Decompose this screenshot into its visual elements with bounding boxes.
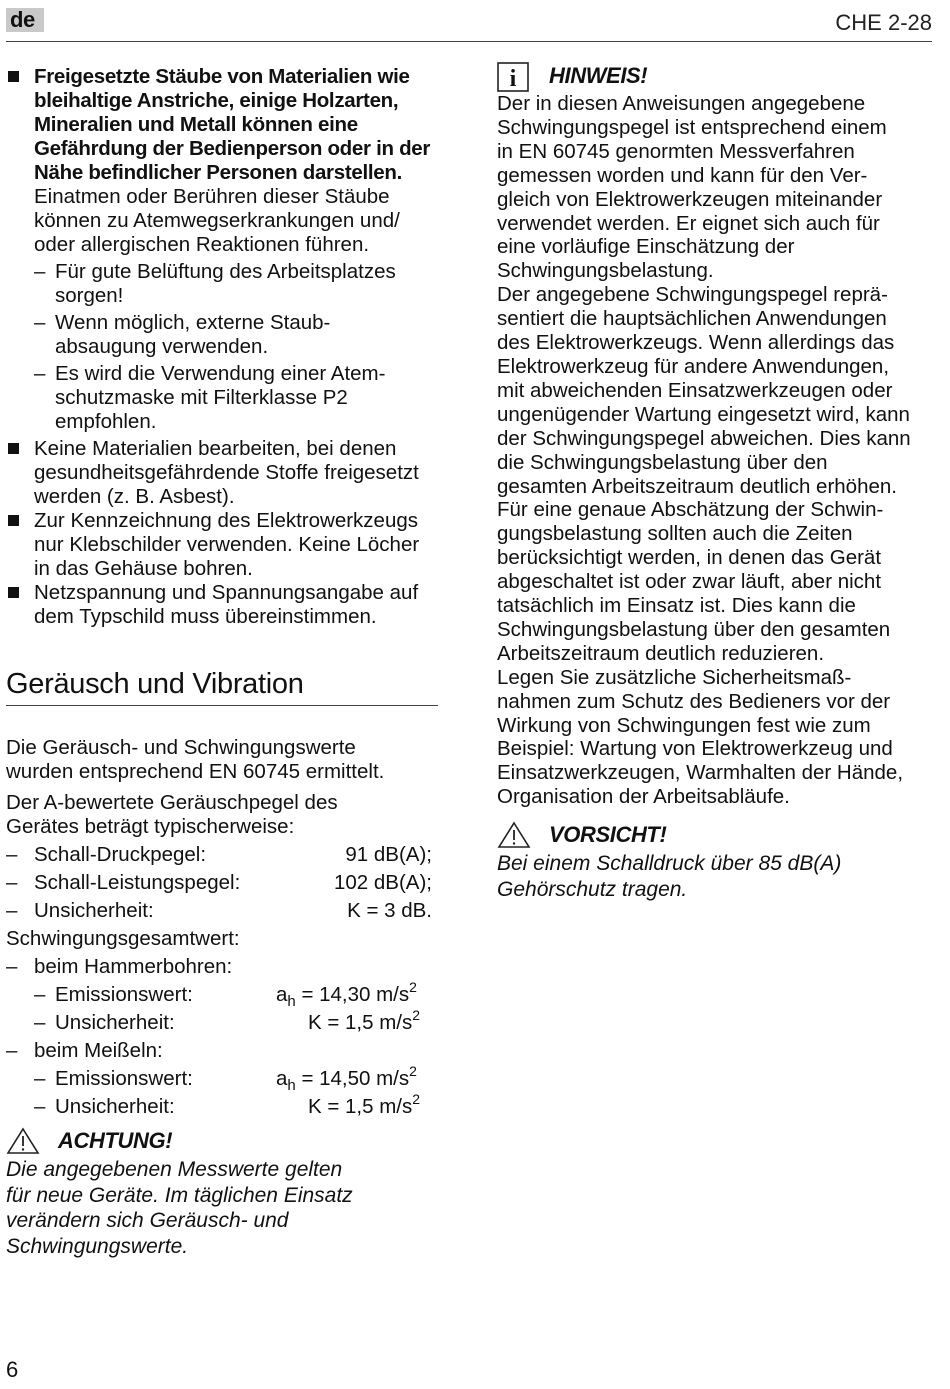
chisel-emission-row: [6, 1065, 438, 1093]
line: Einsatzwerkzeugen, Warmhalten der Hände,: [497, 761, 904, 785]
noise-row: [6, 841, 438, 869]
dash-mark: –: [6, 955, 18, 978]
row-label: Unsicherheit:: [34, 899, 154, 922]
chisel-row: [6, 1037, 438, 1065]
line: Schwingungspegel ist entsprechend einem: [497, 115, 887, 139]
row-value: 91 dB(A);: [345, 843, 432, 866]
row-label: Emissionswert:: [55, 983, 193, 1006]
page-number: 6: [6, 1357, 19, 1382]
superscript: 2: [412, 1007, 421, 1023]
line: Gehörschutz tragen.: [497, 877, 688, 901]
line: berücksichtigt werden, in denen das Gerät: [497, 546, 882, 570]
line: verändern sich Geräusch- und: [6, 1209, 289, 1232]
model-number: CHE 2-28: [835, 10, 932, 35]
bullet-dust-hazard: [6, 65, 438, 257]
line: Der A-bewertete Geräuschpegel des: [6, 791, 338, 814]
bullet-square-icon: [8, 443, 19, 454]
value: = 14,30 m/s: [295, 983, 410, 1006]
bullet-text: [34, 185, 438, 257]
bullet-square-icon: [8, 71, 19, 82]
line: Bei einem Schalldruck über 85 dB(A): [497, 852, 842, 876]
line: abgeschaltet ist oder zwar läuft, aber nicht: [497, 570, 882, 594]
line: absaugung verwenden.: [55, 335, 269, 358]
line: Wirkung von Schwingungen fest wie zum: [497, 713, 871, 737]
line: Schwingungsbelastung.: [497, 259, 714, 283]
bullet-labels: [6, 509, 438, 581]
line: können zu Atemwegserkrankungen und/: [34, 209, 400, 232]
warning-triangle-icon: [497, 821, 531, 849]
line: in EN 60745 genormten Messverfahren: [497, 139, 855, 163]
right-column: [497, 62, 933, 902]
noise-values: [6, 841, 438, 925]
info-icon: [497, 62, 529, 92]
line: Wenn möglich, externe Staub-: [55, 311, 331, 334]
line: die Schwingungsbelastung über den: [497, 450, 828, 474]
value: K = 1,5 m/s: [308, 1095, 413, 1118]
noise-row: [6, 897, 438, 925]
line: Für eine genaue Abschätzung der Schwin-: [497, 498, 884, 522]
line: mit abweichenden Einsatzwerkzeugen oder: [497, 378, 893, 402]
superscript: 2: [409, 979, 417, 995]
vibration-title: [6, 925, 438, 953]
dash-mark: –: [34, 1067, 46, 1090]
hinweis-header: [497, 62, 933, 92]
line: Gerätes beträgt typischerweise:: [6, 815, 295, 838]
line: Einatmen oder Berühren dieser Stäube: [34, 185, 390, 208]
row-label: beim Meißeln:: [34, 1039, 163, 1062]
line: Schwingungswerte.: [6, 1234, 189, 1258]
hammer-uncertainty-row: [6, 1009, 438, 1037]
dash-mark: –: [34, 1011, 46, 1034]
vorsicht-title: VORSICHT!: [549, 822, 667, 848]
line: gungsbelastung sollten auch die Zeiten: [497, 522, 853, 546]
line: sentiert die hauptsächlichen Anwendungen: [497, 307, 887, 331]
noise-intro: [6, 791, 438, 839]
symbol: a: [276, 1067, 288, 1090]
line: Mineralien und Metall können eine: [34, 113, 358, 136]
line: oder allergischen Reaktionen führen.: [34, 233, 370, 256]
hinweis-title: HINWEIS!: [549, 63, 648, 88]
line: Beispiel: Wartung von Elektrowerkzeug und: [497, 737, 893, 761]
row-label: Schall-Leistungspegel:: [34, 871, 241, 894]
line: gleich von Elektrowerkzeugen miteinander: [497, 187, 883, 211]
line: Elektrowerkzeug für andere Anwendungen,: [497, 354, 890, 378]
line: Für gute Belüftung des Arbeitsplatzes: [55, 260, 396, 283]
line: Nähe befindlicher Personen darstellen.: [34, 161, 402, 184]
line: nur Klebschilder verwenden. Keine Löcher: [34, 533, 420, 556]
line: gesamten Arbeitszeitraum deutlich erhöhen.: [497, 474, 897, 498]
row-value: 102 dB(A);: [334, 871, 432, 894]
line: sorgen!: [55, 284, 124, 307]
row-label: Unsicherheit:: [55, 1011, 175, 1034]
value: = 14,50 m/s: [295, 1067, 410, 1090]
superscript: 2: [412, 1091, 421, 1107]
subscript: h: [287, 993, 296, 1010]
bullet-square-icon: [8, 587, 19, 598]
line: wurden entsprechend EN 60745 ermittelt.: [6, 760, 385, 783]
chisel-uncertainty-row: [6, 1093, 438, 1121]
dash-mark: –: [34, 983, 46, 1006]
header-rule: [6, 41, 932, 42]
line: verwendet werden. Er eignet sich auch für: [497, 211, 880, 235]
hammer-row: [6, 953, 438, 981]
symbol: a: [276, 983, 288, 1006]
dash-mark: –: [34, 362, 46, 385]
achtung-text: [6, 1157, 438, 1259]
line: Arbeitszeitraum deutlich reduzieren.: [497, 641, 825, 665]
value: K = 1,5 m/s: [308, 1011, 413, 1034]
dash-mark: –: [6, 871, 18, 894]
line: Der in diesen Anweisungen angegebene: [497, 92, 866, 115]
line: Der angegebene Schwingungspegel reprä-: [497, 283, 888, 307]
row-label: Emissionswert:: [55, 1067, 193, 1090]
dash-mark: –: [6, 843, 18, 866]
line: gemessen worden und kann für den Ver-: [497, 163, 868, 187]
achtung-title: ACHTUNG!: [58, 1128, 173, 1153]
bullet-asbestos: [6, 437, 438, 509]
dash-mark: –: [34, 1095, 46, 1118]
line: Zur Kennzeichnung des Elektrowerkzeugs: [34, 509, 419, 532]
hammer-emission-row: [6, 981, 438, 1009]
line: eine vorläufige Einschätzung der: [497, 235, 795, 259]
line: gesundheitsgefährdende Stoffe freigesetzt: [34, 461, 419, 484]
line: bleihaltige Anstriche, einige Holzarten,: [34, 89, 399, 112]
line: der Schwingungspegel abweichen. Dies kann: [497, 426, 911, 450]
subscript: h: [287, 1077, 296, 1094]
line: Legen Sie zusätzliche Sicherheitsmaß-: [497, 665, 852, 689]
bullet-voltage: [6, 581, 438, 629]
row-label: beim Hammerbohren:: [34, 955, 233, 978]
section-heading: Geräusch und Vibration: [6, 667, 438, 706]
line: des Elektrowerkzeugs. Wenn allerdings das: [497, 331, 895, 355]
intro-paragraph: [6, 736, 438, 784]
row-value: [308, 1093, 420, 1121]
vorsicht-text: [497, 851, 933, 902]
row-value: [276, 1065, 417, 1093]
line: Schwingungsbelastung über den gesamten: [497, 617, 891, 641]
line: Es wird die Verwendung einer Atem-: [55, 362, 386, 385]
dash-item-mask: [6, 362, 438, 434]
line: für neue Geräte. Im täglichen Einsatz: [6, 1183, 353, 1207]
row-label: Schwingungsgesamtwert:: [6, 927, 240, 950]
line: dem Typschild muss übereinstimmen.: [34, 605, 377, 628]
row-label: Unsicherheit:: [55, 1095, 175, 1118]
language-badge: de: [6, 8, 44, 32]
line: Die angegebenen Messwerte gelten: [6, 1158, 343, 1181]
line: in das Gehäuse bohren.: [34, 557, 253, 580]
achtung-header: [6, 1127, 438, 1157]
line: ungenügender Wartung eingesetzt wird, kann: [497, 402, 910, 426]
info-icon-glyph: i: [509, 66, 517, 92]
line: Die Geräusch- und Schwingungswerte: [6, 736, 356, 759]
row-value: K = 3 dB.: [347, 899, 432, 922]
dash-mark: –: [6, 1039, 18, 1062]
line: werden (z. B. Asbest).: [34, 485, 235, 508]
left-column: [6, 65, 438, 1259]
hinweis-text: [497, 92, 933, 809]
row-label: Schall-Druckpegel:: [34, 843, 207, 866]
dash-mark: –: [34, 260, 46, 283]
line: Freigesetzte Stäube von Materialien wie: [34, 65, 410, 88]
line: Netzspannung und Spannungsangabe auf: [34, 581, 419, 604]
row-value: [276, 981, 417, 1009]
line: empfohlen.: [55, 410, 157, 433]
dash-mark: –: [6, 899, 18, 922]
line: Keine Materialien bearbeiten, bei denen: [34, 437, 397, 460]
line: nahmen zum Schutz des Bedieners vor der: [497, 689, 891, 713]
row-value: [308, 1009, 420, 1037]
warning-triangle-icon: [6, 1127, 40, 1155]
bullet-square-icon: [8, 515, 19, 526]
line: Gefährdung der Bedienperson oder in der: [34, 137, 431, 160]
superscript: 2: [409, 1063, 417, 1079]
vorsicht-header: [497, 821, 933, 851]
line: Organisation der Arbeitsabläufe.: [497, 785, 790, 809]
dash-item-extraction: [6, 311, 438, 359]
bullet-bold-text: [34, 65, 438, 185]
dash-item-ventilation: [6, 260, 438, 308]
dash-mark: –: [34, 311, 46, 334]
line: schutzmaske mit Filterklasse P2: [55, 386, 348, 409]
noise-row: [6, 869, 438, 897]
line: tatsächlich im Einsatz ist. Dies kann die: [497, 594, 856, 618]
